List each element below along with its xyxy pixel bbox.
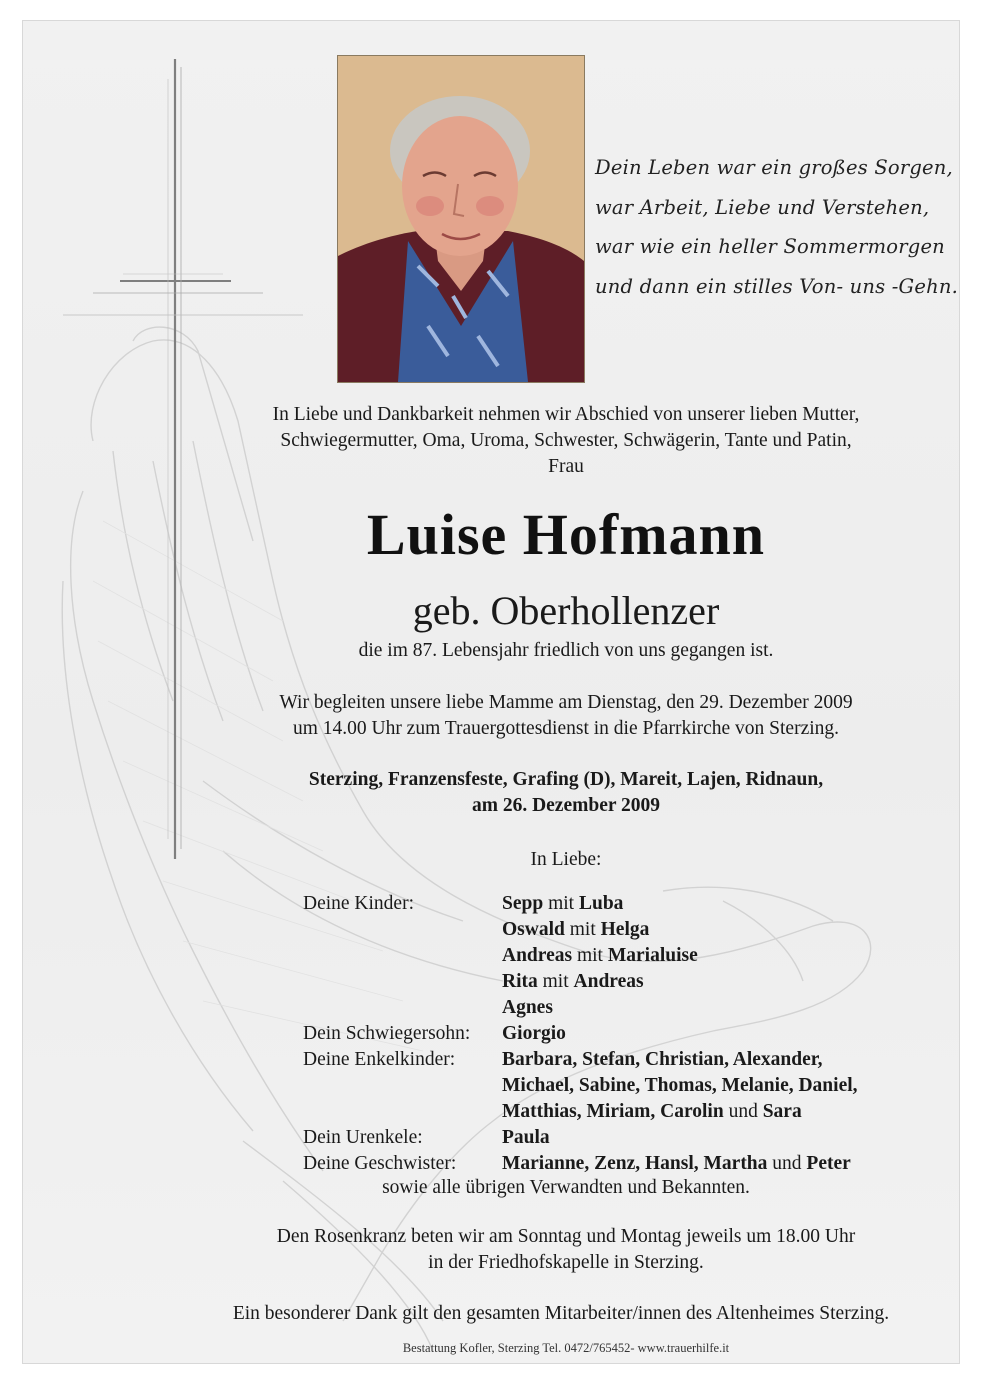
family-member-name: Agnes: [502, 997, 553, 1018]
intro-line: In Liebe und Dankbarkeit nehmen wir Abschied von unserer lieben Mutter,: [272, 404, 860, 425]
age-line: die im 87. Lebensjahr friedlich von uns gegangen ist.: [358, 640, 774, 661]
family-relation-label: Dein Urenkele:: [303, 1127, 423, 1148]
family-member-names: [502, 1021, 566, 1047]
poem-line: war wie ein heller Sommermorgen: [595, 235, 945, 258]
family-member-name: Luba: [578, 893, 624, 914]
intro-line: Schwiegermutter, Oma, Uroma, Schwester, Schwägerin, Tante und Patin,: [280, 430, 852, 451]
family-member-name: Matthias, Miriam, Carolin: [502, 1101, 724, 1122]
family-relation-label: Deine Geschwister:: [303, 1153, 457, 1174]
poem-line: war Arbeit, Liebe und Verstehen,: [595, 195, 930, 219]
family-member-name: Peter: [806, 1153, 851, 1174]
obituary-sheet: [22, 20, 960, 1364]
funeral-home-footer: Bestattung Kofler, Sterzing Tel. 0472/765452- www.trauerhilfe.it: [402, 1341, 730, 1355]
family-member-name: Andreas: [502, 945, 573, 966]
family-member-name: Giorgio: [502, 1023, 566, 1044]
family-member-name: Marialuise: [607, 945, 698, 966]
family-member-names: [502, 1073, 858, 1099]
connector-text: und: [723, 1101, 763, 1122]
intro-text: [173, 402, 959, 480]
deceased-name: Luise Hofmann: [366, 502, 766, 567]
poem-line: und dann ein stilles Von- uns -Gehn.: [595, 274, 958, 298]
family-member-name: Marianne, Zenz, Hansl, Martha: [502, 1153, 768, 1174]
family-member-names: [502, 1047, 823, 1073]
family-relation-label: Dein Schwiegersohn:: [303, 1023, 471, 1044]
birth-name: geb. Oberhollenzer: [412, 588, 720, 633]
funeral-line: um 14.00 Uhr zum Trauergottesdienst in die Pfarrkirche von Sterzing.: [292, 718, 840, 739]
family-member-names: [502, 943, 698, 969]
family-member-names: [502, 1125, 550, 1151]
family-member-name: Oswald: [502, 919, 565, 940]
family-member-name: Andreas: [573, 971, 644, 992]
family-member-name: Sara: [762, 1101, 802, 1122]
family-member-names: [502, 1099, 802, 1125]
family-member-names: [502, 995, 553, 1021]
date-line: am 26. Dezember 2009: [471, 795, 661, 816]
family-member-names: [502, 917, 649, 943]
family-member-name: Sepp: [502, 893, 544, 914]
memorial-poem: [595, 148, 958, 306]
in-love-heading: In Liebe:: [530, 849, 602, 870]
rosary-line: Den Rosenkranz beten wir am Sonntag und Montag jeweils um 18.00 Uhr: [276, 1226, 856, 1247]
family-member-names: [502, 969, 644, 995]
family-member-names: [502, 1151, 851, 1177]
family-relation-label: Deine Enkelkinder:: [303, 1049, 456, 1070]
intro-line: Frau: [548, 456, 584, 477]
family-member-name: Paula: [502, 1127, 550, 1148]
portrait-photo: [337, 55, 585, 383]
funeral-details: [173, 690, 959, 742]
connector-text: mit: [537, 971, 574, 992]
connector-text: mit: [543, 893, 579, 914]
places-and-date: [173, 767, 959, 819]
family-member-name: Rita: [502, 971, 538, 992]
connector-text: mit: [564, 919, 601, 940]
relatives-line: sowie alle übrigen Verwandten und Bekannten.: [382, 1177, 750, 1198]
rosary-line: in der Friedhofskapelle in Sterzing.: [428, 1252, 704, 1273]
connector-text: mit: [572, 945, 608, 966]
connector-text: und: [767, 1153, 807, 1174]
family-member-name: Helga: [600, 919, 650, 940]
family-member-names: [502, 891, 623, 917]
thanks-line: Ein besonderer Dank gilt den gesamten Mitarbeiter/innen des Altenheimes Sterzing.: [232, 1303, 890, 1324]
poem-line: Dein Leben war ein großes Sorgen,: [595, 156, 953, 179]
family-member-name: Barbara, Stefan, Christian, Alexander,: [502, 1049, 823, 1070]
rosary-info: [173, 1224, 959, 1276]
funeral-line: Wir begleiten unsere liebe Mamme am Dienstag, den 29. Dezember 2009: [279, 692, 853, 713]
family-relation-label: Deine Kinder:: [303, 893, 415, 914]
family-member-name: Michael, Sabine, Thomas, Melanie, Daniel,: [502, 1075, 858, 1096]
places-line: Sterzing, Franzensfeste, Grafing (D), Mareit, Lajen, Ridnaun,: [308, 769, 824, 790]
